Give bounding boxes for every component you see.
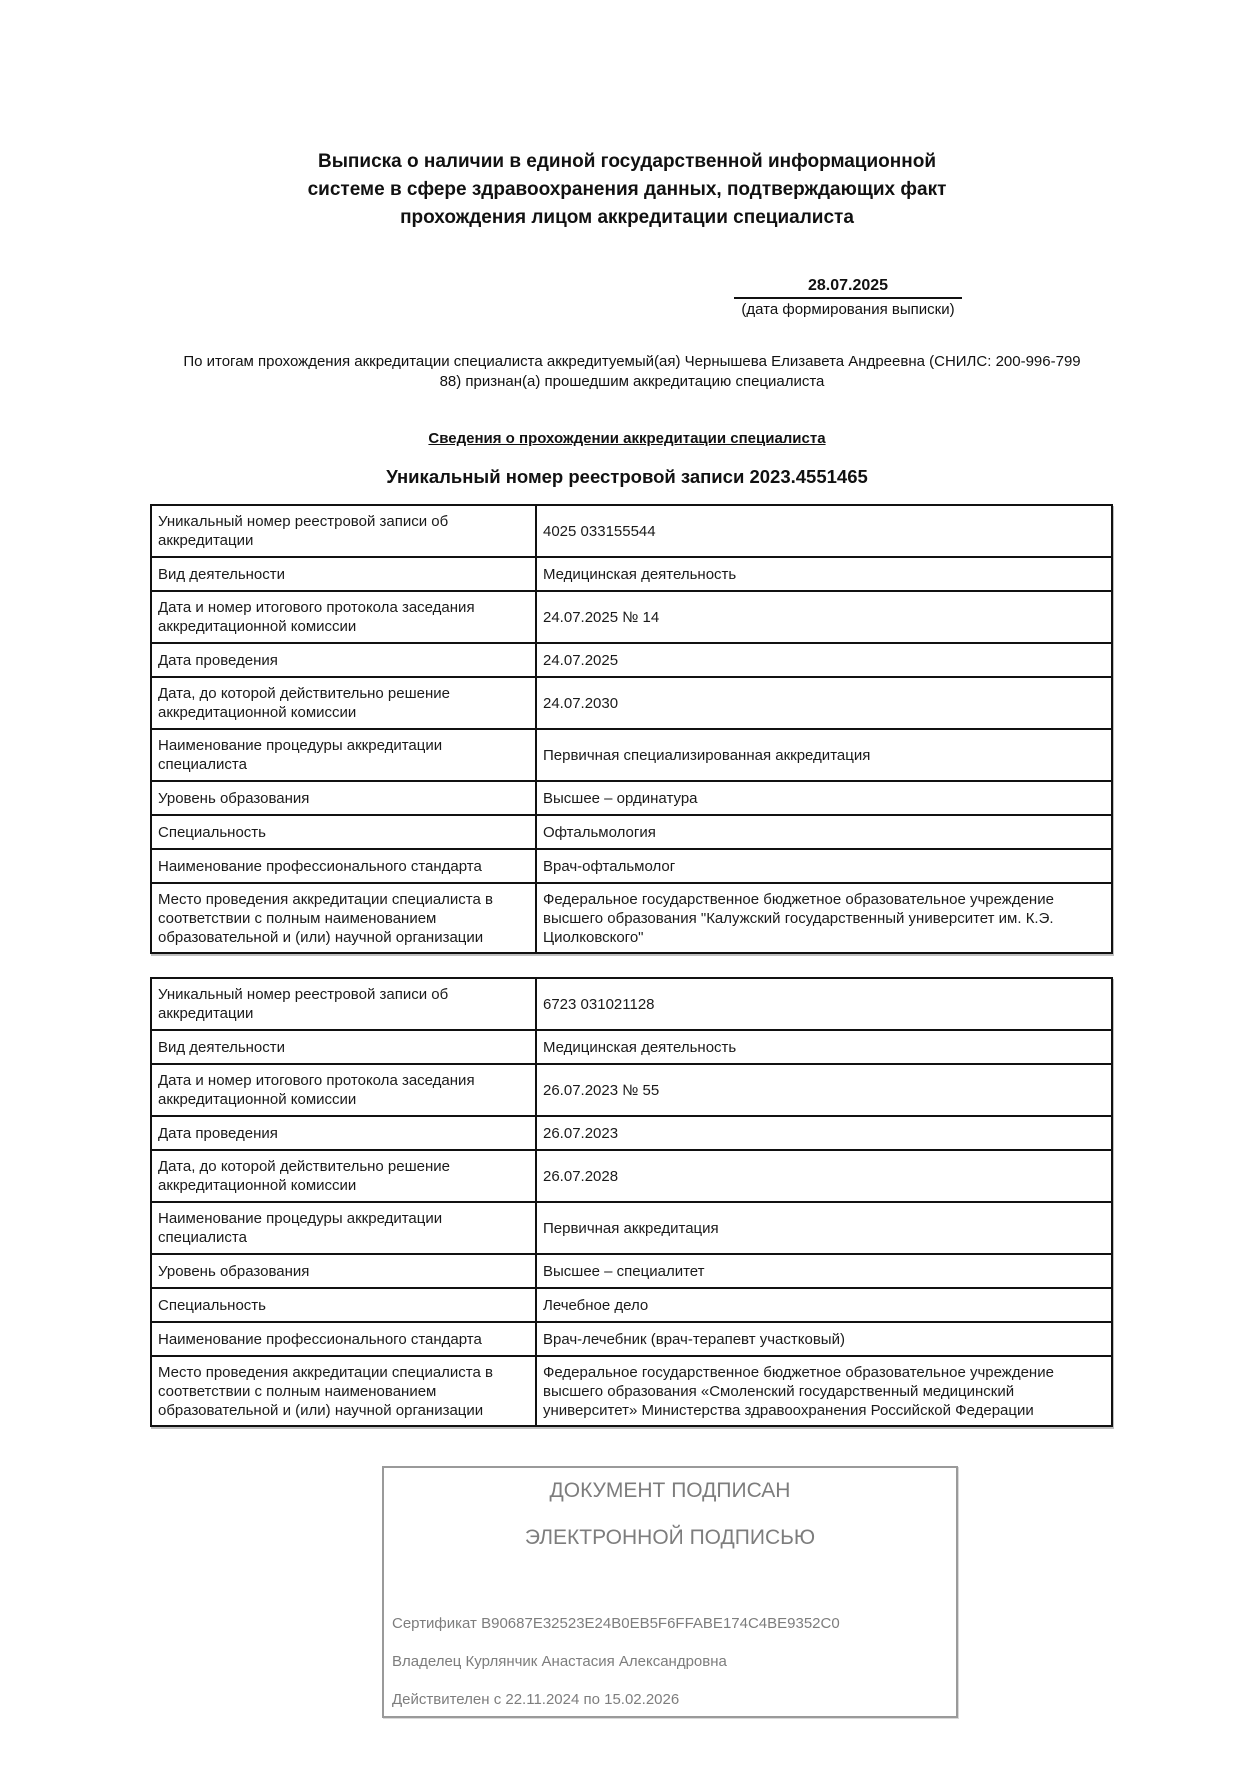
intro-line: По итогам прохождения аккредитации специалиста аккредитуемый(ая) Чернышева Елизавета Андреевна (СНИЛС: 200-996-799 [183,353,1081,370]
row-label: Уникальный номер реестровой записи об аккредитации [151,978,536,1030]
row-label: Уровень образования [151,1254,536,1288]
row-value: 26.07.2023 № 55 [536,1064,1112,1116]
row-value: Высшее – ординатура [536,781,1112,815]
stamp-title-line-1: ДОКУМЕНТ ПОДПИСАН [549,1479,791,1502]
electronic-signature-stamp [382,1466,958,1718]
row-value: 26.07.2023 [536,1116,1112,1150]
row-label: Вид деятельности [151,557,536,591]
record-heading: Уникальный номер реестровой записи 2023.4551465 [386,466,868,487]
row-value: Высшее – специалитет [536,1254,1112,1288]
table-row [151,978,1112,1030]
row-label: Вид деятельности [151,1030,536,1064]
table-row [151,883,1112,953]
row-value: 26.07.2028 [536,1150,1112,1202]
accreditation-table-2 [150,977,1113,1427]
row-value: 24.07.2025 № 14 [536,591,1112,643]
table-row [151,1254,1112,1288]
table-row [151,1150,1112,1202]
row-value: 4025 033155544 [536,505,1112,557]
row-label: Наименование профессионального стандарта [151,849,536,883]
title-line: системе в сфере здравоохранения данных, подтверждающих факт [307,179,947,200]
row-label: Уникальный номер реестровой записи об аккредитации [151,505,536,557]
row-value: Первичная аккредитация [536,1202,1112,1254]
accreditation-table-1 [150,504,1113,954]
title-line: Выписка о наличии в единой государственной информационной [317,151,937,172]
table-row [151,849,1112,883]
row-label: Дата и номер итогового протокола заседания аккредитационной комиссии [151,591,536,643]
row-value: Лечебное дело [536,1288,1112,1322]
table-row [151,815,1112,849]
document-title [0,148,1254,232]
table-row [151,505,1112,557]
stamp-title-line-2: ЭЛЕКТРОННОЙ ПОДПИСЬЮ [524,1526,816,1549]
table-row [151,1322,1112,1356]
row-label: Место проведения аккредитации специалиста в соответствии с полным наименованием образовательной и (или) научной организации [151,1356,536,1426]
table-row [151,1064,1112,1116]
row-value: Федеральное государственное бюджетное образовательное учреждение высшего образования «Смоленский государственный медицинский университет» Министерства здравоохранения Российской Федерации [536,1356,1112,1426]
table-row [151,1202,1112,1254]
section-heading: Сведения о прохождении аккредитации специалиста [428,430,826,447]
row-value: Медицинская деятельность [536,557,1112,591]
row-label: Уровень образования [151,781,536,815]
row-label: Наименование процедуры аккредитации специалиста [151,1202,536,1254]
issue-date-caption: (дата формирования выписки) [741,301,955,318]
table-row [151,729,1112,781]
table-row [151,557,1112,591]
table-row [151,677,1112,729]
issue-date: 28.07.2025 [734,276,962,299]
row-value: 6723 031021128 [536,978,1112,1030]
row-value: Врач-офтальмолог [536,849,1112,883]
intro-paragraph [140,352,1124,392]
table-row [151,1288,1112,1322]
row-value: Первичная специализированная аккредитация [536,729,1112,781]
row-label: Дата проведения [151,643,536,677]
row-value: 24.07.2030 [536,677,1112,729]
table-row [151,1116,1112,1150]
table-row [151,643,1112,677]
row-label: Место проведения аккредитации специалиста в соответствии с полным наименованием образовательной и (или) научной организации [151,883,536,953]
row-value: Офтальмология [536,815,1112,849]
intro-line: 88) признан(а) прошедшим аккредитацию специалиста [439,373,825,390]
table-row [151,591,1112,643]
row-label: Наименование процедуры аккредитации специалиста [151,729,536,781]
stamp-validity: Действителен с 22.11.2024 по 15.02.2026 [392,1691,680,1708]
row-label: Дата проведения [151,1116,536,1150]
row-label: Специальность [151,815,536,849]
title-line: прохождения лицом аккредитации специалиста [400,207,854,228]
row-label: Дата, до которой действительно решение аккредитационной комиссии [151,1150,536,1202]
row-label: Дата, до которой действительно решение аккредитационной комиссии [151,677,536,729]
issue-date-block [728,276,968,320]
row-label: Специальность [151,1288,536,1322]
row-value: Врач-лечебник (врач-терапевт участковый) [536,1322,1112,1356]
stamp-owner: Владелец Курлянчик Анастасия Александровна [392,1653,727,1670]
table-row [151,1356,1112,1426]
row-value: 24.07.2025 [536,643,1112,677]
row-label: Дата и номер итогового протокола заседания аккредитационной комиссии [151,1064,536,1116]
stamp-certificate: Сертификат B90687E32523E24B0EB5F6FFABE174C4BE9352C0 [392,1615,840,1632]
table-row [151,781,1112,815]
row-value: Федеральное государственное бюджетное образовательное учреждение высшего образования "Калужский государственный университет им. К.Э. Циолковского" [536,883,1112,953]
row-value: Медицинская деятельность [536,1030,1112,1064]
table-row [151,1030,1112,1064]
row-label: Наименование профессионального стандарта [151,1322,536,1356]
